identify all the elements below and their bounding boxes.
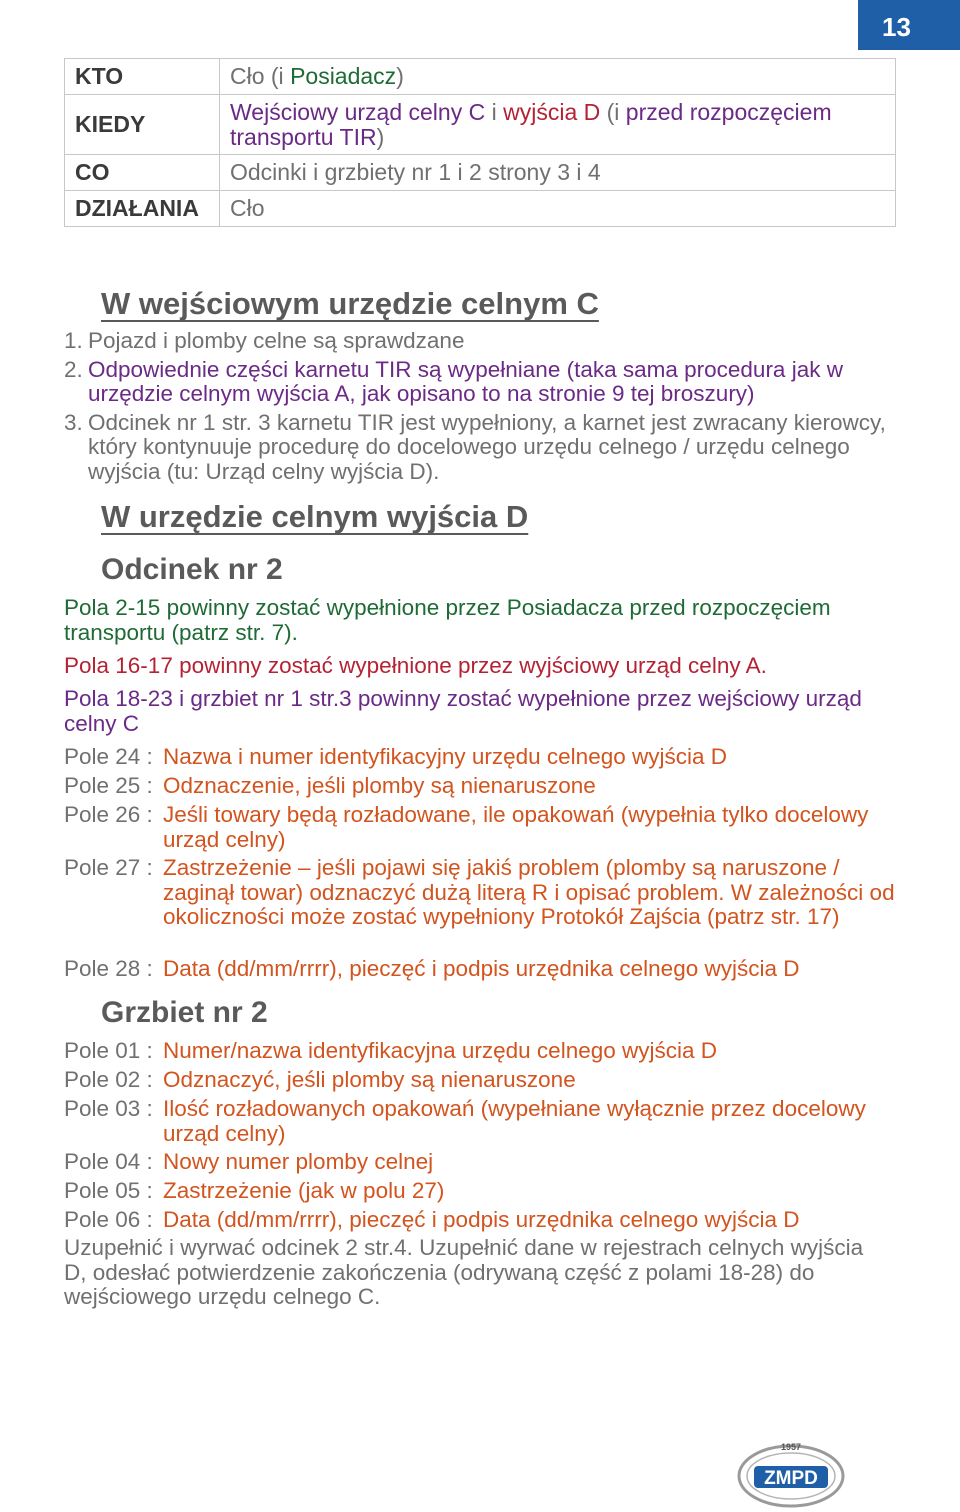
info-value-part: Cło (i <box>230 63 291 89</box>
info-value <box>220 95 896 155</box>
voucher-field-row <box>64 856 904 930</box>
counterfoil-field-row <box>64 1150 904 1175</box>
counterfoil-field-text: Ilość rozładowanych opakowań (wypełniane wyłącznie przez docelowy urząd celny) <box>163 1096 866 1146</box>
step-text: Odcinek nr 1 str. 3 karnetu TIR jest wypełniony, a karnet jest zwracany kierowcy, który kontynuuje procedurę do docelowego urzędu celnego / urzędu celnego wyjścia (tu: Urząd celny wyjścia D). <box>88 409 886 484</box>
info-value-part: Cło <box>230 195 265 221</box>
info-value-part: Posiadacz <box>290 63 397 89</box>
heading-voucher-2: Odcinek nr 2 <box>101 553 283 586</box>
info-value-part: Odcinki i grzbiety nr 1 i 2 strony 3 i 4 <box>230 159 601 185</box>
closing-text: Uzupełnić i wyrwać odcinek 2 str.4. Uzupełnić dane w rejestrach celnych wyjścia D, odesłać potwierdzenie zakończenia (odrywaną część z polami 18-28) do wejściowego urzędu celnego C. <box>64 1235 864 1309</box>
voucher-field-label: Pole 28 : <box>64 956 153 981</box>
info-value-part: wyjścia D <box>503 98 601 125</box>
voucher-field-row <box>64 745 904 770</box>
step-item <box>64 329 894 354</box>
info-value-part: (i <box>600 98 626 125</box>
voucher-field-text: Zastrzeżenie – jeśli pojawi się jakiś problem (plomby są naruszone / zaginął towar) odznaczyć dużą literą R i opisać problem. W zależności od okoliczności może zostać wypełniony Protokół Zajścia (patrz str. 17) <box>163 855 895 929</box>
counterfoil-field-row <box>64 1068 904 1093</box>
heading-entry-office: W wejściowym urzędzie celnym C <box>101 286 599 321</box>
step-text: Odpowiednie części karnetu TIR są wypełniane (taka sama procedura jak w urzędzie celnym wyjścia A, jak opisano to na stronie 9 tej broszury) <box>88 356 843 406</box>
voucher-note-3: Pola 18-23 i grzbiet nr 1 str.3 powinny zostać wypełnione przez wejściowy urząd celny C <box>64 686 862 736</box>
voucher-field-row <box>64 774 904 799</box>
counterfoil-field-text: Zastrzeżenie (jak w polu 27) <box>163 1178 445 1203</box>
counterfoil-field-label: Pole 01 : <box>64 1038 153 1063</box>
counterfoil-field-label: Pole 02 : <box>64 1067 153 1092</box>
voucher-field-text: Jeśli towary będą rozładowane, ile opakowań (wypełnia tylko docelowy urząd celny) <box>163 802 869 852</box>
info-key: DZIAŁANIA <box>65 191 220 227</box>
counterfoil-field-text: Nowy numer plomby celnej <box>163 1149 434 1174</box>
step-item <box>64 411 894 485</box>
voucher-field-text: Nazwa i numer identyfikacyjny urzędu celnego wyjścia D <box>163 744 727 769</box>
info-table <box>64 58 896 227</box>
info-value-part: ) <box>396 63 404 89</box>
voucher-field-label: Pole 25 : <box>64 773 153 798</box>
svg-text:ZMPD: ZMPD <box>764 1468 818 1489</box>
voucher-field-text: Data (dd/mm/rrrr), pieczęć i podpis urzędnika celnego wyjścia D <box>163 956 800 981</box>
voucher-field-row <box>64 803 904 852</box>
info-value-part: Wejściowy urząd celny C <box>230 98 486 125</box>
counterfoil-field-label: Pole 04 : <box>64 1149 153 1174</box>
voucher-field-label: Pole 26 : <box>64 802 153 827</box>
step-number: 3. <box>64 409 83 435</box>
info-value-part: i <box>485 98 504 125</box>
counterfoil-field-label: Pole 06 : <box>64 1207 153 1232</box>
voucher-field-row <box>64 957 904 982</box>
voucher-field-text: Odznaczenie, jeśli plomby są nienaruszone <box>163 773 596 798</box>
info-row <box>65 59 896 95</box>
info-value <box>220 59 896 95</box>
info-value <box>220 155 896 191</box>
heading-counterfoil-2: Grzbiet nr 2 <box>101 996 268 1029</box>
counterfoil-field-label: Pole 03 : <box>64 1096 153 1121</box>
info-row <box>65 95 896 155</box>
info-key: KIEDY <box>65 95 220 155</box>
info-row <box>65 155 896 191</box>
voucher-field-label: Pole 24 : <box>64 744 153 769</box>
info-value <box>220 191 896 227</box>
svg-text:1957: 1957 <box>780 1442 802 1452</box>
steps-list <box>64 329 894 488</box>
voucher-note-1: Pola 2-15 powinny zostać wypełnione przez Posiadacza przed rozpoczęciem transportu (patrz str. 7). <box>64 595 831 645</box>
heading-exit-office: W urzędzie celnym wyjścia D <box>101 499 529 534</box>
voucher-field-label: Pole 27 : <box>64 855 153 880</box>
counterfoil-field-row <box>64 1179 904 1204</box>
info-key: KTO <box>65 59 220 95</box>
page-number: 13 <box>858 0 960 50</box>
counterfoil-field-row <box>64 1208 904 1233</box>
step-item <box>64 358 894 407</box>
info-key: CO <box>65 155 220 191</box>
counterfoil-field-label: Pole 05 : <box>64 1178 153 1203</box>
counterfoil-field-text: Numer/nazwa identyfikacyjna urzędu celnego wyjścia D <box>163 1038 718 1063</box>
zmpd-logo <box>736 1438 846 1508</box>
counterfoil-field-row <box>64 1039 904 1064</box>
voucher-note-2: Pola 16-17 powinny zostać wypełnione przez wyjściowy urząd celny A. <box>64 653 767 678</box>
step-text: Pojazd i plomby celne są sprawdzane <box>88 328 465 353</box>
info-value-part: przed rozpoczęciem transportu TIR <box>230 98 832 150</box>
info-value-part: ) <box>376 123 385 150</box>
step-number: 1. <box>64 328 83 353</box>
counterfoil-field-text: Odznaczyć, jeśli plomby są nienaruszone <box>163 1067 576 1092</box>
step-number: 2. <box>64 356 83 382</box>
counterfoil-field-text: Data (dd/mm/rrrr), pieczęć i podpis urzędnika celnego wyjścia D <box>163 1207 800 1232</box>
counterfoil-field-row <box>64 1097 904 1146</box>
info-row <box>65 191 896 227</box>
